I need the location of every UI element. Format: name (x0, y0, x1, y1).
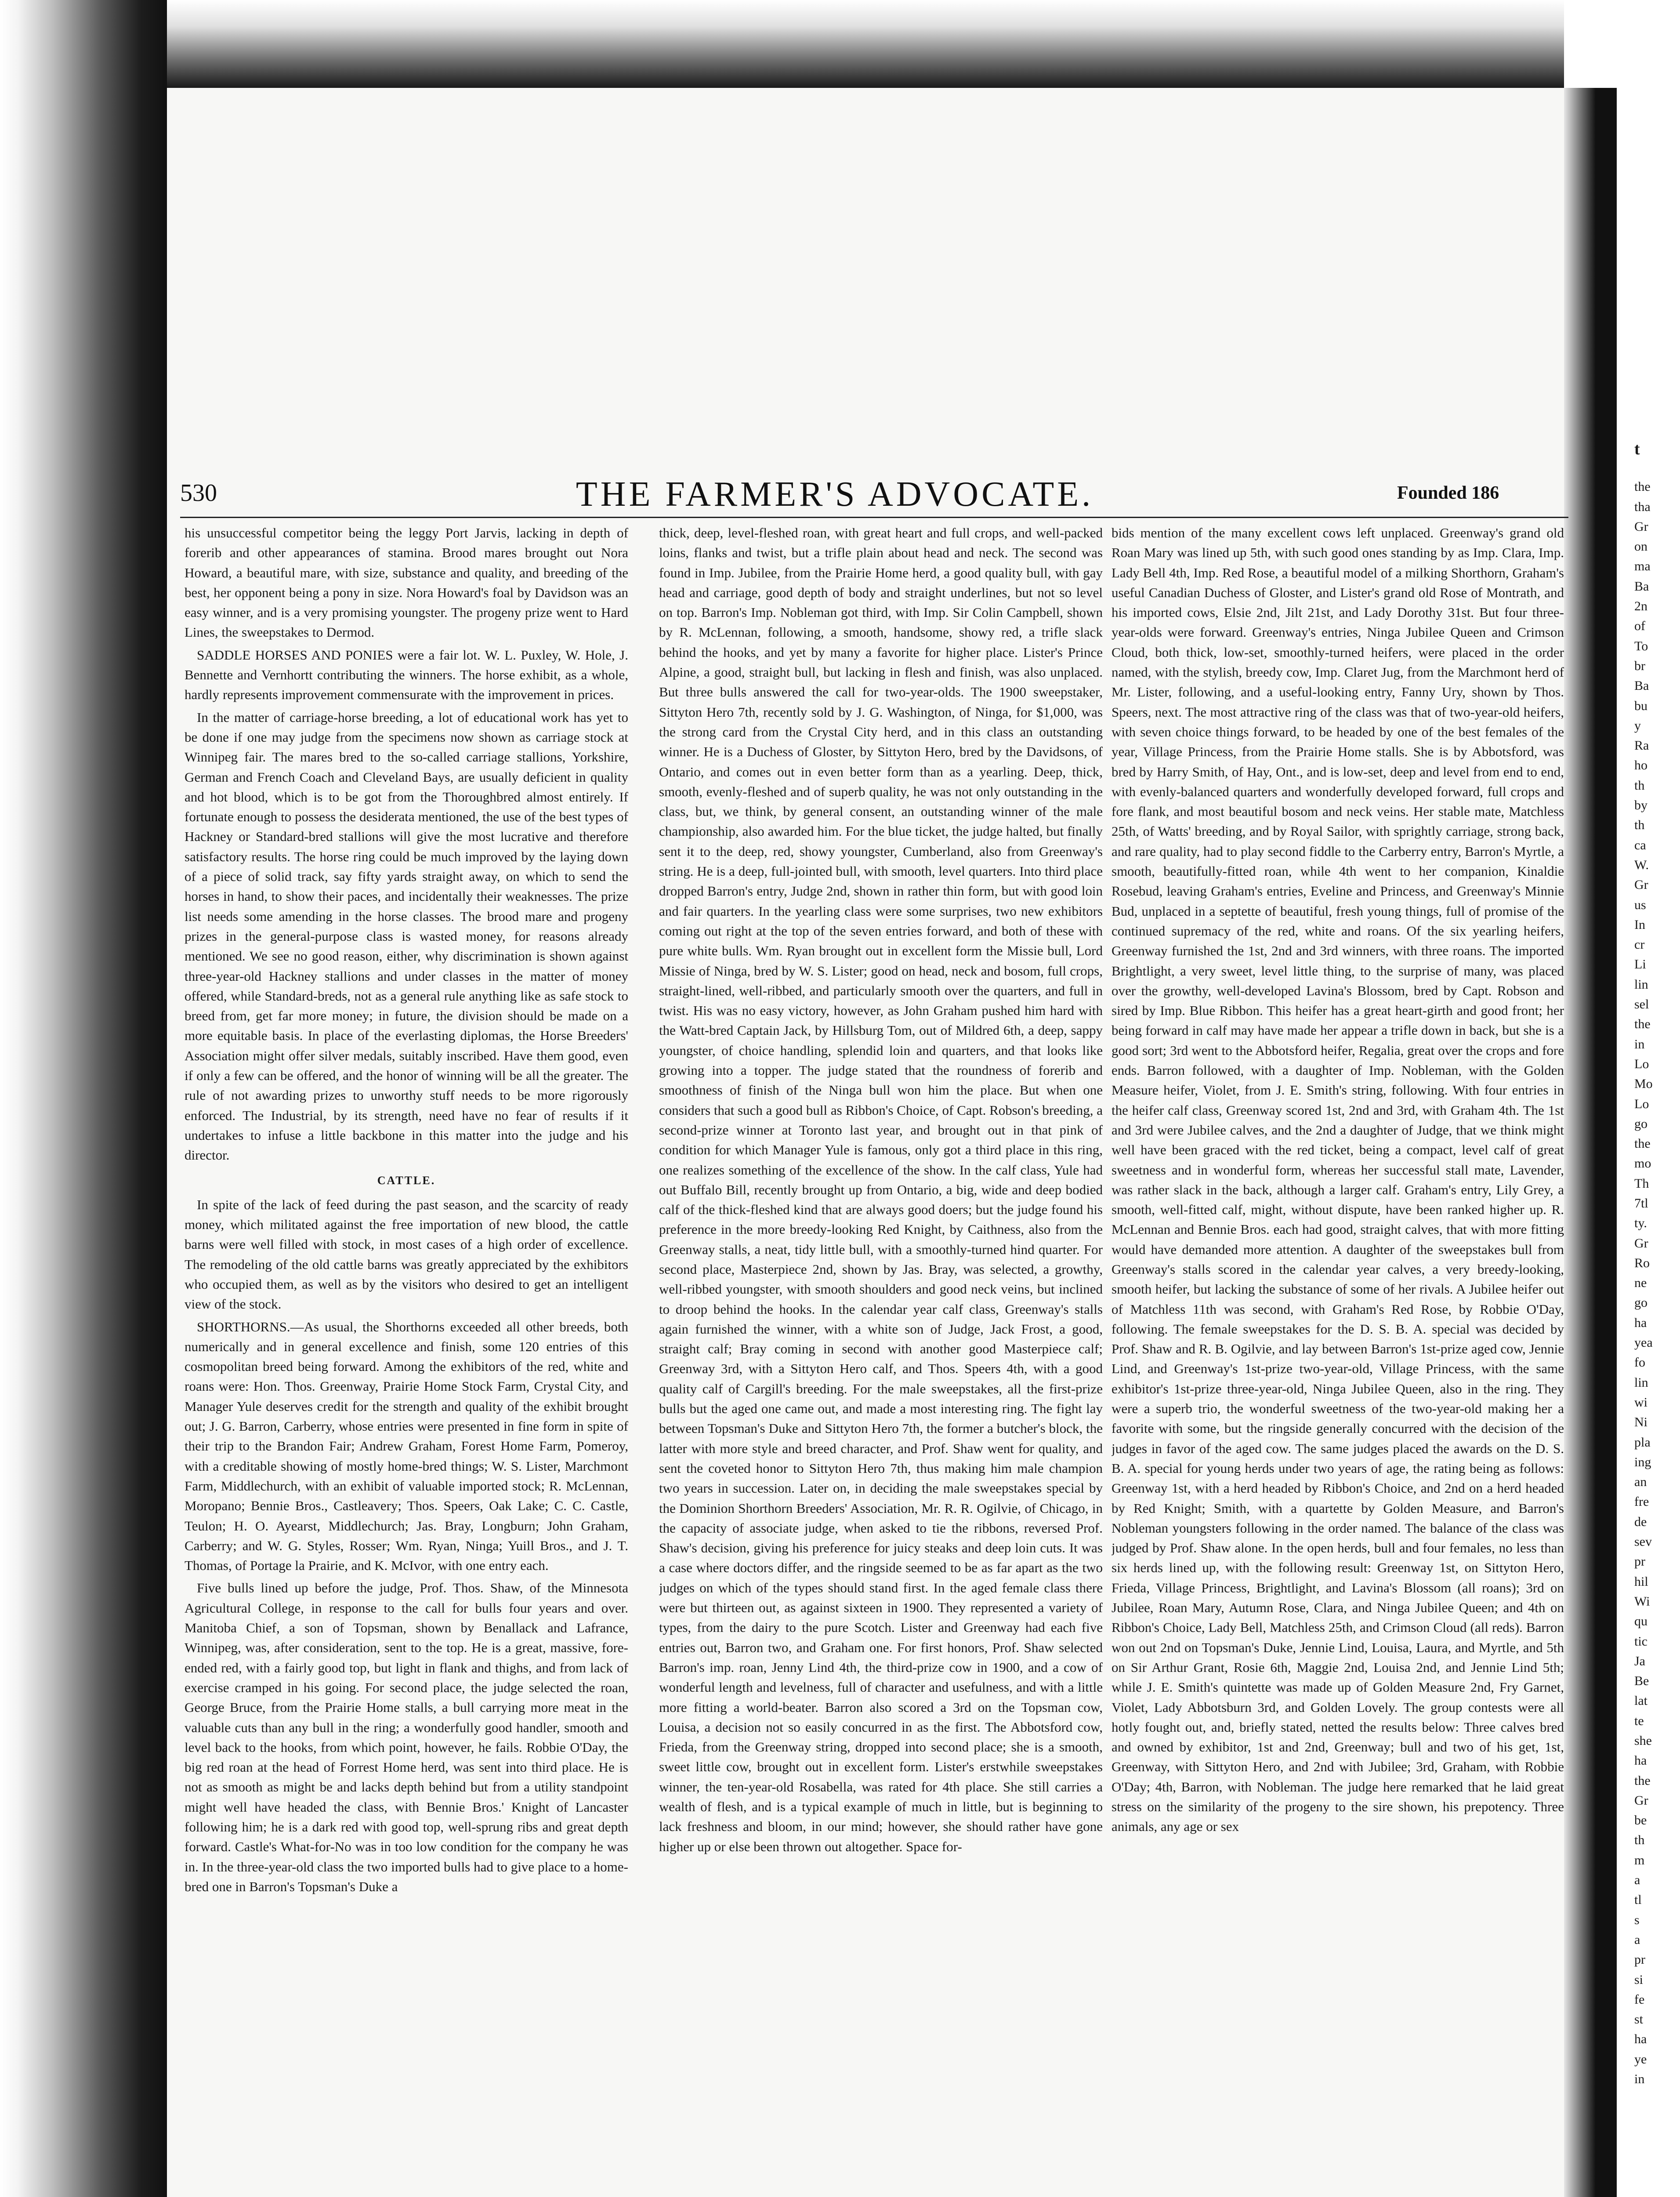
adjacent-page-line: mo (1634, 1156, 1651, 1171)
adjacent-page-line: the (1634, 1136, 1651, 1151)
adjacent-page-line: Mo (1634, 1077, 1653, 1091)
adjacent-page-line: the (1634, 1773, 1651, 1788)
adjacent-page-line: ty. (1634, 1216, 1647, 1231)
adjacent-page-line: 2n (1634, 599, 1647, 614)
adjacent-page-line: 7tl (1634, 1196, 1648, 1211)
adjacent-page-line: fre (1634, 1494, 1649, 1509)
adjacent-page-line: Gr (1634, 1793, 1648, 1808)
adjacent-page-line: yea (1634, 1335, 1653, 1350)
adjacent-page-line: a (1634, 1932, 1640, 1947)
adjacent-page-line: qu (1634, 1614, 1647, 1629)
adjacent-page-fragment (1634, 439, 1680, 2197)
paragraph-text: —As usual, the Shorthorns exceeded all other breeds, both numerically and in general excellence and finish, some 120 entries of this cosmopolitan breed being forward. Among the exhibitors of the red, white and roans were: Hon. Thos. Greenway, Prairie Home Stock Farm, Crystal City, and Manager Yule deserves credit for the strength and quality of the exhibit brought out; J. G. Barron, Carberry, whose entries were presented in fine form in spite of their trip to the Brandon Fair; Andrew Graham, Forest Home Farm, Pomeroy, with a creditable showing of mostly home-bred things; W. S. Lister, Marchmont Farm, Middlechurch, with an exhibit of valuable imported stock; R. McLennan, Moropano; Bennie Bros., Castleavery; Thos. Speers, Oak Lake; C. C. Castle, Teulon; H. O. Ayearst, Middlechurch; Jas. Bray, Longburn; John Graham, Carberry; and W. G. Styles, Rosser; Wm. Ryan, Ninga; Yuill Bros., and J. T. Thomas, of Portage la Prairie, and K. McIvor, with one entry each. (185, 1319, 628, 1573)
section-heading-cattle: CATTLE. (377, 1174, 436, 1187)
adjacent-page-line: sev (1634, 1534, 1652, 1549)
paragraph: In spite of the lack of feed during the past season, and the scarcity of ready money, which militated against the free importation of new blood, the cattle barns were well filled with stock, in most cases of a high order of excellence. The remodeling of the old cattle barns was greatly appreciated by the exhibitors who occupied them, as well as by the visitors who desired to get an intelligent view of the stock. (185, 1196, 628, 1312)
adjacent-page-line: Li (1634, 957, 1646, 972)
adjacent-page-line: on (1634, 539, 1647, 554)
adjacent-page-line: ing (1634, 1454, 1651, 1469)
adjacent-page-line: m (1634, 1853, 1645, 1867)
adjacent-page-line: ha (1634, 1315, 1647, 1330)
adjacent-page-line: of (1634, 619, 1645, 634)
adjacent-page-line: lat (1634, 1693, 1647, 1708)
adjacent-page-line: si (1634, 1972, 1644, 1987)
adjacent-page-line: Ba (1634, 579, 1649, 594)
paragraph: In the matter of carriage-horse breeding, a lot of educational work has yet to be done if one may judge from the specimens now shown as carriage stock at Winnipeg fair. The mares bred to the so-called carriage stallions, Yorkshire, German and French Coach and Cleveland Bays, are usually deficient in quality and hot blood, which is to be got from the Thoroughbred almost entirely. If fortunate enough to possess the desiderata mentioned, the use of the best types of Hackney or Standard-bred stallions will give the most lucrative and therefore satisfactory results. The horse ring could be much improved by the laying down of a piece of solid track, say fifty yards straight away, on which to send the horses in hand, to show their paces, and incidentally their weaknesses. The prize list needs some amending in the horse classes. The brood mare and progeny prizes in the general-purpose class is wasted money, for reasons already mentioned. We see no good reason, either, why discrimination is shown against three-year-old Hackney stallions and under classes in the matter of money offered, while Standard-breds, not as a general rule anything like as safe stock to breed from, get far more money; in future, the division should be made on a more equitable basis. In place of the everlasting diplomas, the Horse Breeders' Association might offer silver medals, suitably inscribed. Have them good, even if only a few can be offered, and the honor of winning will be all the greater. The rule of not awarding prizes to unworthy stuff needs to be more rigorously enforced. The Industrial, by its strength, need have no fear of results if it undertakes to infuse a little backbone in this matter into the judge and his director. (185, 709, 628, 1163)
adjacent-page-line: fo (1634, 1355, 1645, 1370)
adjacent-page-line: y (1634, 718, 1641, 733)
adjacent-page-line: pr (1634, 1952, 1645, 1967)
adjacent-page-line: be (1634, 1813, 1647, 1828)
adjacent-page-line: th (1634, 778, 1645, 793)
adjacent-page-line: a (1634, 1873, 1640, 1888)
adjacent-page-line: she (1634, 1733, 1652, 1748)
adjacent-page-line: pla (1634, 1435, 1651, 1450)
adjacent-page-line: tha (1634, 499, 1651, 514)
adjacent-page-line: Ra (1634, 738, 1649, 753)
adjacent-page-line: ne (1634, 1276, 1647, 1291)
adjacent-page-line: br (1634, 658, 1645, 673)
adjacent-page-line: the (1634, 1017, 1651, 1032)
adjacent-page-line: In (1634, 917, 1645, 932)
adjacent-page-line: wi (1634, 1395, 1647, 1410)
adjacent-page-line: hil (1634, 1574, 1648, 1589)
adjacent-page-line: the (1634, 479, 1651, 494)
adjacent-page-line: ha (1634, 2032, 1647, 2047)
adjacent-page-line: Gr (1634, 519, 1648, 534)
adjacent-page-line: Ba (1634, 678, 1649, 693)
scan-border-left (0, 0, 167, 2197)
adjacent-page-line: de (1634, 1514, 1647, 1529)
adjacent-page-line: tl (1634, 1892, 1642, 1907)
adjacent-page-line: st (1634, 2012, 1644, 2027)
adjacent-page-line: in (1634, 1037, 1645, 1051)
adjacent-page-line: bu (1634, 698, 1647, 713)
adjacent-page-line: in (1634, 2072, 1645, 2087)
adjacent-page-line: cr (1634, 937, 1645, 952)
adjacent-page-line: te (1634, 1713, 1644, 1728)
header-rule (180, 517, 1568, 518)
paragraph: bids mention of the many excellent cows left unplaced. Greenway's grand old Roan Mary was lined up 5th, with such good ones standing by as Imp. Clara, Imp. Lady Bell 4th, Imp. Red Rose, a beautiful model of a milking Shorthorn, Graham's useful Canadian Duchess of Gloster, and Lister's grand old Rose of Montrath, and his imported cows, Elsie 2nd, Jilt 21st, and Lady Dorothy 31st. But four three-year-olds were forward. Greenway's entries, Ninga Jubilee Queen and Crimson Cloud, both thick, low-set, smoothly-turned heifers, were placed in the order named, with the stylish, breedy cow, Imp. Claret Jug, from the Marchmont herd of Mr. Lister, following, and a useful-looking entry, Fanny Ury, shown by Thos. Speers, next. The most attractive ring of the class was that of two-year-old heifers, with seven choice things forward, to be headed by one of the best females of the year, Village Princess, from the Prairie Home stalls. She is by Abbotsford, was bred by Harry Smith, of Hay, Ont., and is low-set, deep and level from end to end, with evenly-balanced quarters and wonderfully developed forward, full crops and fore flank, and most beautiful bosom and neck veins. Her stable mate, Matchless 25th, of Watts' breeding, and by Royal Sailor, with sprightly carriage, strong back, and rare quality, had to play second fiddle to the Carberry entry, Barron's Myrtle, a smooth, beautifully-fitted roan, while 4th went to her companion, Kinaldie Rosebud, leaving Graham's entries, Eveline and Princess, and Greenway's Minnie Bud, unplaced in a septette of beautiful, fresh young things, full of promise of the continued supremacy of the red, white and roans. Of the six yearling heifers, Greenway furnished the 1st, 2nd and 3rd winners, with three roans. The imported Brightlight, a very sweet, level little thing, to the surprise of many, was placed over the growthy, well-developed Lavina's Blossom, bred by Capt. Robson and sired by Imp. Blue Ribbon. This heifer has a great heart-girth and good front; her being forward in calf may have made her appear a trifle down in back, but she is a good sort; 3rd went to the Abbotsford heifer, Regalia, great over the crops and fore ends. Barron followed, with a daughter of Imp. Nobleman, with the Golden Measure heifer, Violet, from J. E. Smith's string, following. With four entries in the heifer calf class, Greenway scored 1st, 2nd and 3rd, with Graham 4th. The 1st and 3rd were Jubilee calves, and the 2nd a daughter of Judge, that we think might well have been graced with the red ticket, being a compact, level calf of great sweetness and in wonderful form, whereas her successful stall mate, Lavender, was rather slack in the back, although a larger calf. Graham's entry, Lily Grey, a smooth, well-fitted calf, might, without dispute, have been ranked higher up. R. McLennan and Bennie Bros. each had good, straight calves, that with more fitting would have demanded more attention. A daughter of the sweepstakes bull from Greenway's stalls scored in the calendar year calves, a very breedy-looking, smooth heifer, but lacking the substance of some of her rivals. A Jubilee heifer out of Matchless 11th was second, with Graham's Red Rose, by Robbie O'Day, following. The female sweepstakes for the D. S. B. A. special was decided by Prof. Shaw and R. B. Ogilvie, and lay between Barron's 1st-prize aged cow, Jennie Lind, and Greenway's 1st-prize two-year-old, Village Princess, with the same exhibitor's 1st-prize three-year-old, Ninga Jubilee Queen, also in the ring. They were a superb trio, the wonderful sweetness of the two-year-old making her a favorite with some, but the ringside generally concurred with the decision of the judges in favor of the aged cow. The same judges placed the awards on the D. S. B. A. special for young herds under two years of age, the rating being as follows: Greenway 1st, with a herd headed by Ribbon's Choice, and 2nd on a herd headed by Red Knight; Smith, with a quartette by Golden Measure, and Barron's Nobleman youngsters following in the order named. The balance of the class was judged by Prof. Shaw alone. In the open herds, bull and four females, no less than six herds lined up, with the following result: Greenway 1st, on Sittyton Hero, Frieda, Village Princess, Brightlight, and Lavina's Blossom (all roans); 3rd on Jubilee, Roan Mary, Autumn Rose, Clara, and Ninga Jubilee Queen; and 4th on Ribbon's Choice, Lady Bell, Matchless 25th, and Crimson Cloud (all reds). Barron won out 2nd on Topsman's Duke, Jennie Lind, Louisa, Laura, and Myrtle, and 5th on Sir Arthur Grant, Rosie 6th, Maggie 2nd, Louisa 2nd, and Jennie Lind 5th; while J. E. Smith's quintette was made up of Golden Measure 2nd, Fry Garnet, Violet, Lady Abbotsburn 3rd, and Golden Lovely. The group contests were all hotly fought out, and, briefly stated, netted the results below: Three calves bred and owned by exhibitor, 1st and 2nd, Greenway; bull and two of his get, 1st, Greenway, with Sittyton Hero, and 2nd with Jubilee; 3rd, Graham, with Robbie O'Day; 4th, Barron, with Nobleman. The judge here remarked that he laid great stress on the similarity of the progeny to the sire shown, his prepotency. Three animals, any age or sex (1112, 525, 1564, 1834)
adjacent-page-line: th (1634, 1833, 1645, 1848)
adjacent-page-line: Wi (1634, 1594, 1650, 1609)
adjacent-page-line: ca (1634, 837, 1646, 852)
paragraph-text: were a fair lot. W. L. Puxley, W. Hole, J. Bennette and Vernhortt contributing the winners. The horse exhibit, as a whole, hardly represents improvement commensurate with the improvement in prices. (185, 647, 628, 703)
adjacent-page-line: lin (1634, 1375, 1648, 1390)
adjacent-page-line: fe (1634, 1992, 1645, 2007)
adjacent-page-line: go (1634, 1116, 1647, 1131)
paragraph (185, 645, 628, 705)
paragraph: his unsuccessful competitor being the leggy Port Jarvis, lacking in depth of forerib and other appearances of stamina. Brood mares brought out Nora Howard, a beautiful mare, with size, substance and quality, and breeding of the best, her opponent being a pony in size. Nora Howard's foal by Davidson was an easy winner, and is a very promising youngster. The progeny prize went to Hard Lines, the sweepstakes to Dermod. (185, 525, 628, 640)
adjacent-page-line: W. (1634, 857, 1649, 872)
adjacent-page-line: ha (1634, 1753, 1647, 1768)
adjacent-page-line: Ja (1634, 1653, 1645, 1668)
adjacent-page-line: us (1634, 897, 1646, 912)
adjacent-page-line: Th (1634, 1176, 1649, 1191)
adjacent-page-line: lin (1634, 977, 1648, 992)
section-lead: SADDLE HORSES AND PONIES (197, 647, 393, 663)
adjacent-page-head: t (1634, 440, 1640, 458)
adjacent-page-line: Be (1634, 1674, 1649, 1689)
adjacent-page-line: Lo (1634, 1056, 1649, 1071)
adjacent-page-line: th (1634, 818, 1645, 833)
adjacent-page-line: by (1634, 798, 1647, 813)
scan-border-top (167, 0, 1564, 88)
adjacent-page-line: an (1634, 1475, 1647, 1490)
adjacent-page-line: sel (1634, 997, 1649, 1012)
article-column-3 (1112, 523, 1564, 2197)
founded-label: Founded 186 (1397, 483, 1499, 503)
adjacent-page-line: Ni (1634, 1415, 1647, 1430)
adjacent-page-line: ho (1634, 758, 1647, 773)
article-column-2 (659, 523, 1103, 2197)
adjacent-page-line: ma (1634, 559, 1651, 574)
page-number: 530 (180, 479, 217, 507)
adjacent-page-line: Gr (1634, 1236, 1648, 1251)
adjacent-page-line: Ro (1634, 1255, 1650, 1270)
adjacent-page-line: go (1634, 1295, 1647, 1310)
adjacent-page-line: s (1634, 1912, 1640, 1927)
adjacent-page-line: To (1634, 638, 1648, 653)
adjacent-page-line: pr (1634, 1554, 1645, 1569)
masthead-title: THE FARMER'S ADVOCATE. (576, 475, 1094, 514)
paragraph (185, 1317, 628, 1576)
section-lead: SHORTHORNS. (197, 1319, 290, 1334)
adjacent-page-line: Lo (1634, 1096, 1649, 1111)
adjacent-page-line: tic (1634, 1634, 1647, 1649)
paragraph: thick, deep, level-fleshed roan, with great heart and full crops, and well-packed loins, flanks and twist, but a trifle plain about head and neck. The second was found in Imp. Jubilee, from the Prairie Home herd, a good quality bull, with gay head and carriage, good depth of body and straight underlines, but not so level on top. Barron's Imp. Nobleman got third, with Imp. Sir Colin Campbell, shown by R. McLennan, following, a smooth, handsome, showy red, a trifle slack behind the hooks, and yet by many a favorite for higher place. Lister's Prince Alpine, a good, straight bull, but lacking in flesh and finish, was also unplaced. But three bulls answered the call for two-year-olds. The 1900 sweepstaker, Sittyton Hero 7th, recently sold by J. G. Washington, of Ninga, for $1,000, was the strong card from the Crystal City herd, and in this class an outstanding winner. He is a Duchess of Gloster, by Sittyton Hero, bred by the Davidsons, of Ontario, and comes out in even better form than as a yearling. Deep, thick, smooth, evenly-fleshed and of superb quality, he was not only outstanding in the class, but, we think, by general consent, an outstanding winner of the male championship, also awarded him. For the blue ticket, the judge halted, but finally sent it to the deep, red, showy youngster, Cumberland, also from Greenway's string. He is a deep, full-jointed bull, with smooth, level quarters. Into third place dropped Barron's entry, Judge 2nd, shown in rather thin form, but with good loin and fair quarters. In the yearling class were some surprises, two new exhibitors coming out right at the top of the seven entries forward, and both of these with pure white bulls. Wm. Ryan brought out in excellent form the Missie bull, Lord Missie of Ninga, bred by W. S. Lister; good on head, neck and bosom, full crops, straight-lined, well-ribbed, and particularly smooth over the quarters, and full in twist. His was no easy victory, however, as John Graham pushed him hard with the Watt-bred Captain Jack, by Hillsburg Tom, out of Mildred 6th, a deep, sappy youngster, of choice handling, splendid loin and quarters, and that looks like growing into a topper. The judge stated that the roundness of forerib and smoothness of finish of the Ninga bull won him the place. But when one considers that such a good bull as Ribbon's Choice, of Capt. Robson's breeding, a second-prize winner at Toronto last year, and brought out in that pink of condition for which Manager Yule is famous, only got a third place in this ring, one realizes something of the excellence of the show. In the calf class, Yule had out Buffalo Bill, recently brought up from Ontario, a big, wide and deep bodied calf of the thick-fleshed kind that are always good doers; but the judge found his preference in the more breedy-looking Red Knight, by Caithness, also from the Greenway stalls, a neat, tidy little bull, with a smoothly-turned hind quarter. For second place, Masterpiece 2nd, shown by Jas. Bray, was selected, a growthy, well-ribbed youngster, with smooth shoulders and good neck veins, but inclined to droop behind the hooks. In the calendar year calf class, Greenway's stalls again furnished the winner, with a white son of Judge, Jack Frost, a good, straight calf; Bray coming in second with another good Masterpiece calf; Greenway 3rd, with a Sittyton Hero calf, and Thos. Speers 4th, with a good quality calf of Cargill's breeding. For the male sweepstakes, all the first-prize bulls but the aged one came out, and made a most interesting ring. The fight lay between Topsman's Duke and Sittyton Hero 7th, the former a butcher's block, the latter with more style and breed character, and Prof. Shaw went for quality, and sent the coveted honor to Sittyton Hero 7th, thus making him male champion two years in succession. Later on, in deciding the male sweepstakes special by the Dominion Shorthorn Breeders' Association, Mr. R. R. Ogilvie, of Chicago, in the capacity of associate judge, when asked to tie the ribbons, reversed Prof. Shaw's decision, giving his preference for juicy steaks and deep loin cuts. It was a case where doctors differ, and the ringside seemed to be as far apart as the two judges on which of the types should stand first. In the aged female class there were but thirteen out, as against sixteen in 1900. They represented a variety of types, from the dairy to the pure Scotch. Lister and Greenway had each five entries out, Barron two, and Graham one. For first honors, Prof. Shaw selected Barron's imp. roan, Jenny Lind 4th, the third-prize cow in 1900, and a cow of wonderful length and levelness, full of character and usefulness, and with a little more fitting a world-beater. Barron also scored a 3rd on the Topsman cow, Louisa, a decision not so easily concurred in as the first. The Abbotsford cow, Frieda, from the Greenway string, dropped into second place; she is a smooth, sweet little cow, brought out in excellent form. Lister's erstwhile sweepstakes winner, the ten-year-old Rosabella, was rated for 4th place. She still carries a wealth of flesh, and is a typical example of much in little, but is beginning to lack freshness and bloom, in our mind; however, she should rather have gone higher up or else been thrown out altogether. Space for- (659, 525, 1103, 1854)
adjacent-page-line: ye (1634, 2052, 1647, 2066)
article-column-1 (185, 523, 628, 2197)
paragraph: Five bulls lined up before the judge, Prof. Thos. Shaw, of the Minnesota Agricultural College, in response to the call for bulls four years and over. Manitoba Chief, a son of Topsman, shown by Benallack and Lafrance, Winnipeg, was, after consideration, sent to the top. He is a great, massive, fore-ended red, with a fairly good top, but light in flank and thighs, and from lack of exercise cramped in his going. For second place, the judge selected the roan, George Bruce, from the Prairie Home stalls, a bull carrying more meat in the valuable cuts than any bull in the ring; a wonderfully good handler, smooth and level back to the hooks, from which point, however, he fails. Robbie O'Day, the big red roan at the head of Forrest Home herd, was sent into third place. He is not as smooth as might be and lacks depth behind but from a utility standpoint might well have headed the class, with Bennie Bros.' Knight of Lancaster following him; he is a dark red with good top, well-sprung ribs and great depth forward. Castle's What-for-No was in too low condition for the company he was in. In the three-year-old class the two imported bulls had to give place to a home-bred one in Barron's Topsman's Duke a (185, 1580, 628, 1894)
adjacent-page-line: Gr (1634, 877, 1648, 892)
scan-border-gutter (1564, 88, 1617, 2197)
